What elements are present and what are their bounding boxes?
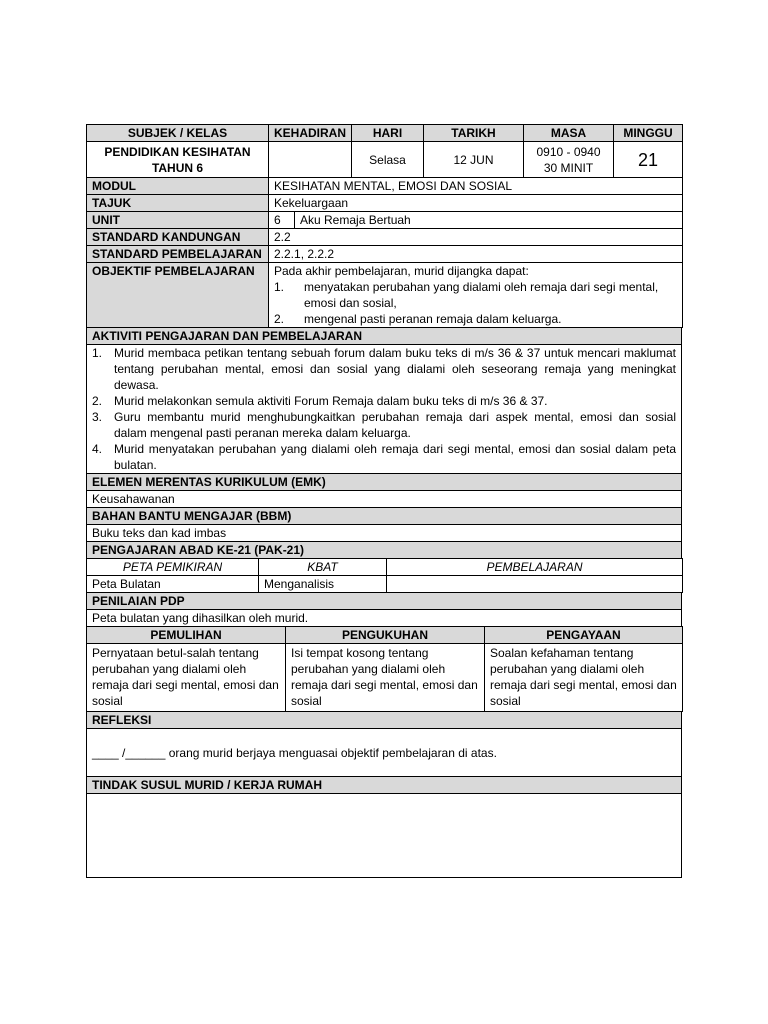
lesson-plan-sheet (86, 124, 682, 878)
standard-kandungan-value: 2.2 (269, 229, 683, 246)
aktiviti-item: 2. Murid melakonkan semula aktiviti Forum Remaja dalam buku teks di m/s 36 & 37. (92, 394, 548, 408)
refleksi-table (86, 711, 682, 878)
emk-title: ELEMEN MERENTAS KURIKULUM (EMK) (87, 474, 682, 491)
time-line2: 30 MINIT (543, 160, 594, 175)
tindak-susul-title: TINDAK SUSUL MURID / KERJA RUMAH (87, 777, 682, 794)
objektif-list (274, 279, 677, 327)
refleksi-title: REFLEKSI (87, 712, 682, 729)
emk-value: Keusahawanan (87, 491, 682, 508)
objektif-item: 2. mengenal pasti peranan remaja dalam keluarga. (274, 312, 562, 326)
standard-kandungan-label: STANDARD KANDUNGAN (87, 229, 269, 246)
col-attendance-header: KEHADIRAN (269, 125, 352, 142)
aktiviti-item: 4. Murid menyatakan perubahan yang dialami oleh remaja dari segi mental, emosi dan sosial dalam peta bulatan. (92, 442, 676, 472)
time-cell (524, 142, 614, 178)
bbm-title: BAHAN BANTU MENGAJAR (BBM) (87, 508, 682, 525)
peta-pemikiran-header: PETA PEMIKIRAN (87, 559, 259, 576)
tajuk-label: TAJUK (87, 195, 269, 212)
col-time-header: MASA (524, 125, 614, 142)
subject-line1: PENDIDIKAN KESIHATAN (104, 144, 251, 159)
pak21-table (86, 558, 683, 593)
pemulihan-header: PEMULIHAN (87, 627, 286, 644)
pemulihan-value: Pernyataan betul-salah tentang perubahan yang dialami oleh remaja dari segi mental, emosi dan sosial (87, 644, 286, 712)
col-day-header: HARI (352, 125, 424, 142)
pengayaan-value: Soalan kefahaman tentang perubahan yang dialami oleh remaja dari segi mental, emosi dan sosial (485, 644, 683, 712)
info-table (86, 177, 683, 328)
kbat-header: KBAT (259, 559, 387, 576)
activities-table (86, 327, 682, 559)
day-cell: Selasa (352, 142, 424, 178)
aktiviti-item: 3. Guru membantu murid menghubungkaitkan perubahan remaja dari aspek mental, emosi dan sosial dalam mengenal pasti peranan mereka dalam keluarga. (92, 410, 676, 440)
col-week-header: MINGGU (614, 125, 683, 142)
aktiviti-item: 1. Murid membaca petikan tentang sebuah forum dalam buku teks di m/s 36 & 37 untuk mencari maklumat tentang perubahan mental, emosi dan sosial yang dialami oleh seseorang remaja yang meningkat dewasa. (92, 346, 676, 392)
col-subject-header: SUBJEK / KELAS (87, 125, 269, 142)
objektif-cell (269, 263, 683, 328)
week-cell: 21 (614, 142, 683, 178)
kbat-value: Menganalisis (259, 576, 387, 593)
pak21-title: PENGAJARAN ABAD KE-21 (PAK-21) (87, 542, 682, 559)
header-table (86, 124, 683, 178)
pengayaan-header: PENGAYAAN (485, 627, 683, 644)
pengukuhan-value: Isi tempat kosong tentang perubahan yang dialami oleh remaja dari segi mental, emosi dan sosial (286, 644, 485, 712)
aktiviti-cell (87, 345, 682, 474)
objektif-label: OBJEKTIF PEMBELAJARAN (87, 263, 269, 328)
penilaian-value: Peta bulatan yang dihasilkan oleh murid. (87, 610, 682, 627)
unit-cell (269, 212, 683, 229)
objektif-item: 1. menyatakan perubahan yang dialami oleh remaja dari segi mental, emosi dan sosial, (274, 280, 659, 310)
modul-value: KESIHATAN MENTAL, EMOSI DAN SOSIAL (269, 178, 683, 195)
bbm-value: Buku teks dan kad imbas (87, 525, 682, 542)
unit-label: UNIT (87, 212, 269, 229)
attendance-cell (269, 142, 352, 178)
standard-pembelajaran-label: STANDARD PEMBELAJARAN (87, 246, 269, 263)
modul-label: MODUL (87, 178, 269, 195)
tindak-susul-value (87, 794, 682, 878)
col-date-header: TARIKH (424, 125, 524, 142)
penilaian-table (86, 592, 682, 627)
tajuk-value: Kekeluargaan (269, 195, 683, 212)
refleksi-text: ____ /______ orang murid berjaya menguasai objektif pembelajaran di atas. (87, 729, 682, 777)
penilaian-title: PENILAIAN PDP (87, 593, 682, 610)
penilaian-levels-table (86, 626, 683, 712)
aktiviti-list (92, 345, 676, 473)
unit-number: 6 (269, 212, 295, 228)
objektif-intro: Pada akhir pembelajaran, murid dijangka dapat: (274, 264, 529, 278)
subject-line2: TAHUN 6 (151, 160, 204, 175)
standard-pembelajaran-value: 2.2.1, 2.2.2 (269, 246, 683, 263)
date-cell: 12 JUN (424, 142, 524, 178)
peta-pemikiran-value: Peta Bulatan (87, 576, 259, 593)
unit-value: Aku Remaja Bertuah (300, 213, 411, 227)
pembelajaran-value (387, 576, 683, 593)
pembelajaran-header: PEMBELAJARAN (387, 559, 683, 576)
subject-cell (87, 142, 269, 178)
pengukuhan-header: PENGUKUHAN (286, 627, 485, 644)
time-line1: 0910 - 0940 (536, 144, 601, 159)
aktiviti-title: AKTIVITI PENGAJARAN DAN PEMBELAJARAN (87, 328, 682, 345)
